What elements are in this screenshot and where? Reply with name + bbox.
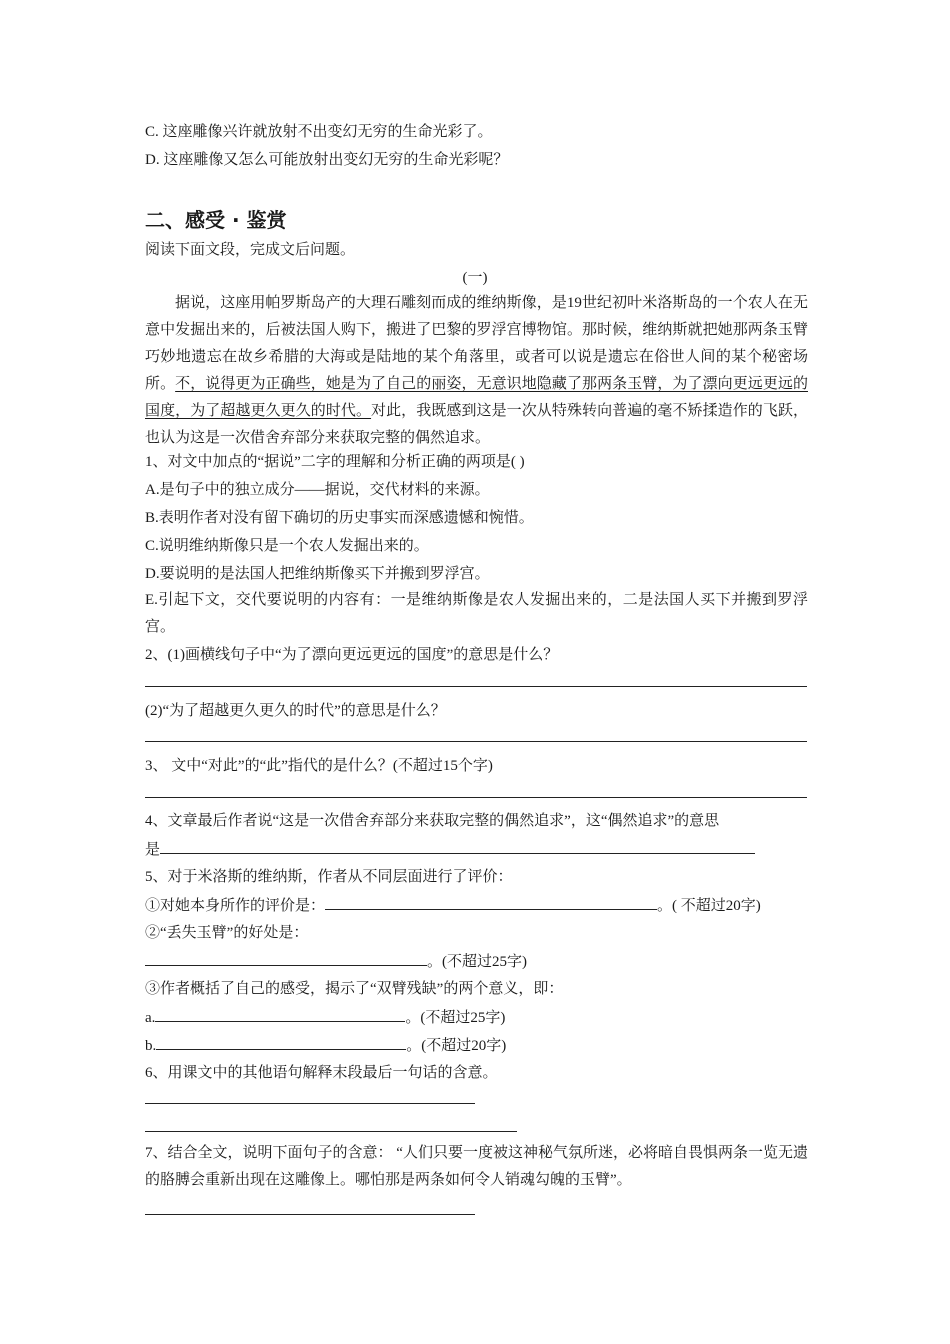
q2-part1: 2、(1)画横线句子中“为了漂向更远更远的国度”的意思是什么？ [145, 647, 559, 663]
answer-line[interactable] [145, 1131, 517, 1132]
passage-text-2: 对此，我既感到这是一次从特殊转向普遍的毫不矫揉造作的飞跃，也认为这是一次借舍弃部分来获取完整的偶然追求。 [145, 403, 808, 446]
q1-option-b: B.表明作者对没有留下确切的历史事实而深感遗憾和惋惜。 [145, 510, 534, 526]
passage-underlined-sentence: 不，说得更为正确些，她是为了自己的丽姿，无意识地隐藏了那两条玉臂，为了漂向更远更远的国度，为了超越更久更久的时代。 [145, 376, 808, 419]
answer-blank[interactable] [145, 951, 427, 966]
answer-line[interactable] [145, 686, 807, 687]
q4-cont [145, 839, 755, 860]
q5-item3: ③作者概括了自己的感受，揭示了“双臂残缺”的两个意义，即： [145, 981, 564, 997]
answer-blank[interactable] [325, 895, 657, 910]
answer-blank[interactable] [155, 1007, 405, 1022]
answer-line[interactable] [145, 1214, 475, 1215]
answer-line[interactable] [145, 797, 807, 798]
q5-item2-suffix: 。(不超过25字) [427, 954, 527, 970]
passage-text-1: 据说，这座用帕罗斯岛产的大理石雕刻而成的维纳斯像，是19世纪初叶米洛斯岛的一个农人在无意中发掘出来的，后被法国人购下，搬进了巴黎的罗浮宫博物馆。那时候，维纳斯就把她那两条玉臂巧妙地遗忘在故乡希腊的大海或是陆地的某个角落里，或者可以说是遗忘在俗世人间的某个秘密场所。 [145, 295, 808, 392]
q5-item3-b [145, 1035, 506, 1056]
q3: 3、 文中“对此”的“此”指代的是什么？(不超过15个字) [145, 758, 493, 774]
q1-stem: 1、对文中加点的“据说”二字的理解和分析正确的两项是( ) [145, 454, 525, 470]
q5-a-prefix: a. [145, 1010, 156, 1026]
q5-item1 [145, 895, 761, 916]
q5-b-prefix: b. [145, 1038, 157, 1054]
section-title: 二、感受 · 鉴赏 [145, 208, 287, 232]
q5-item2: ②“丢失玉臂”的好处是： [145, 925, 309, 941]
q5-stem: 5、对于米洛斯的维纳斯，作者从不同层面进行了评价： [145, 869, 513, 885]
answer-blank[interactable] [160, 839, 755, 854]
instruction: 阅读下面文段，完成文后问题。 [145, 242, 356, 258]
q5-item2-answer [145, 951, 527, 972]
q5-item1-suffix: 。( 不超过20字) [657, 898, 761, 914]
q1-option-d: D.要说明的是法国人把维纳斯像买下并搬到罗浮宫。 [145, 566, 490, 582]
answer-blank[interactable] [156, 1035, 406, 1050]
q7: 7、结合全文，说明下面句子的含意： “人们只要一度被这神秘气氛所迷，必将暗自畏惧两条一览无遗的胳膊会重新出现在这雕像上。哪怕那是两条如何令人销魂勾魄的玉臂”。 [145, 1145, 808, 1188]
passage-number: (一) [462, 270, 488, 286]
q1-option-a: A.是句子中的独立成分——据说，交代材料的来源。 [145, 482, 490, 498]
q1-option-e: E.引起下文，交代要说明的内容有：一是维纳斯像是农人发掘出来的，二是法国人买下并搬到罗浮宫。 [145, 592, 808, 635]
q5-item3-a [145, 1007, 505, 1028]
passage [145, 290, 808, 452]
q4-cont-text: 是 [145, 842, 161, 858]
q1-option-c: C.说明维纳斯像只是一个农人发掘出来的。 [145, 538, 429, 554]
q5-item1-prefix: ①对她本身所作的评价是： [145, 898, 326, 914]
option-c: C. 这座雕像兴许就放射不出变幻无穷的生命光彩了。 [145, 124, 493, 140]
option-d: D. 这座雕像又怎么可能放射出变幻无穷的生命光彩呢？ [145, 152, 509, 168]
answer-line[interactable] [145, 1103, 475, 1104]
q5-a-suffix: 。(不超过25字) [405, 1010, 506, 1026]
q6: 6、用课文中的其他语句解释末段最后一句话的含意。 [145, 1065, 498, 1081]
answer-line[interactable] [145, 741, 807, 742]
q4-text: 4、文章最后作者说“这是一次借舍弃部分来获取完整的偶然追求”，这“偶然追求”的意思 [145, 813, 720, 829]
q2-part2: (2)“为了超越更久更久的时代”的意思是什么？ [145, 703, 446, 719]
q5-b-suffix: 。(不超过20字) [406, 1038, 507, 1054]
